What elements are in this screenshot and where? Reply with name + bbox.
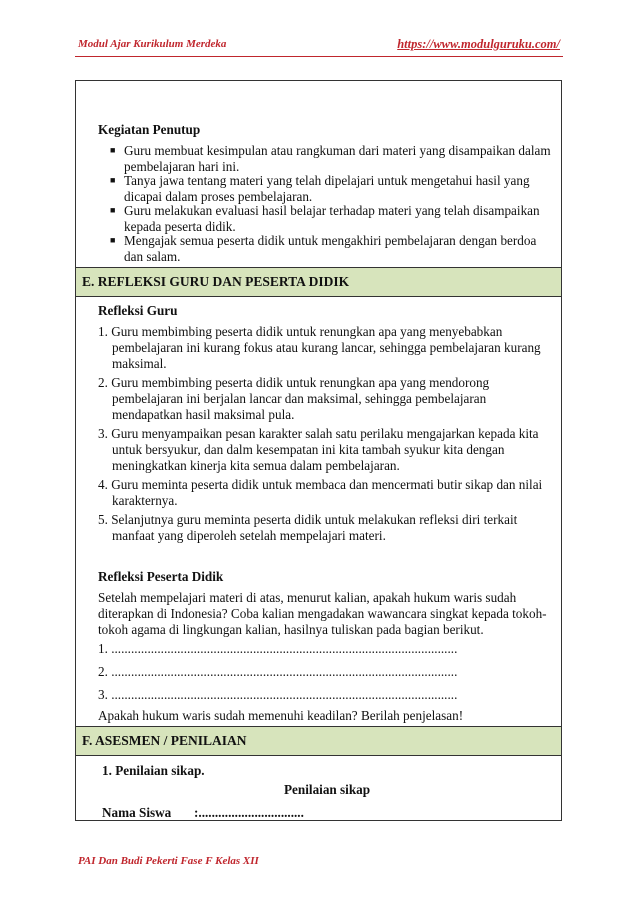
answer-blank-line: 1. ......................................................................................................... — [98, 641, 458, 656]
refleksi-guru-item-cont: untuk bersyukur, dan dalm kesempatan ini kita tambah syukur kita dengan — [112, 442, 505, 457]
refleksi-guru-item: 5. Selanjutnya guru meminta peserta didik untuk melakukan refleksi diri terkait — [98, 512, 518, 527]
refleksi-guru-item-cont: mendapatkan hasil maksimal pula. — [112, 407, 295, 422]
penutup-item-line: Guru melakukan evaluasi hasil belajar terhadap materi yang telah disampaikan — [124, 203, 540, 218]
header-divider — [75, 56, 563, 57]
penutup-item-line: dicapai dalam proses pembelajaran. — [124, 189, 313, 204]
answer-blank-line: 2. ......................................................................................................... — [98, 664, 458, 679]
content-box — [75, 80, 562, 821]
penutup-item-line: Guru membuat kesimpulan atau rangkuman dari materi yang disampaikan dalam — [124, 143, 551, 158]
refleksi-guru-item-cont: meningkatkan kinerja kita semua dalam pembelajaran. — [112, 458, 400, 473]
penutup-item-line: kepada peserta didik. — [124, 219, 236, 234]
header-website-link[interactable]: https://www.modulguruku.com/ — [397, 37, 560, 51]
refleksi-guru-item: 3. Guru menyampaikan pesan karakter salah satu perilaku mengajarkan kepada kita — [98, 426, 539, 441]
refleksi-siswa-paragraph: Setelah mempelajari materi di atas, menurut kalian, apakah hukum waris sudah — [98, 590, 517, 605]
refleksi-guru-item: 1. Guru membimbing peserta didik untuk renungkan apa yang menyebabkan — [98, 324, 503, 339]
penutup-item-line: dan salam. — [124, 249, 181, 264]
section-e-header: E. REFLEKSI GURU DAN PESERTA DIDIK — [76, 267, 561, 297]
header-module-title: Modul Ajar Kurikulum Merdeka — [78, 38, 227, 50]
refleksi-guru-item-cont: pembelajaran ini kurang fokus atau kurang lancar, sehingga pembelajaran kurang — [112, 340, 541, 355]
nama-siswa-label: Nama Siswa — [102, 805, 172, 820]
refleksi-guru-title: Refleksi Guru — [98, 303, 178, 318]
square-bullet-icon: ■ — [110, 235, 116, 245]
refleksi-guru-item-cont: maksimal. — [112, 356, 167, 371]
penutup-item-line: pembelajaran hari ini. — [124, 159, 240, 174]
refleksi-question: Apakah hukum waris sudah memenuhi keadilan? Berilah penjelasan! — [98, 708, 464, 723]
square-bullet-icon: ■ — [110, 205, 116, 215]
footer-course-title: PAI Dan Budi Pekerti Fase F Kelas XII — [78, 855, 259, 867]
answer-blank-line: 3. ......................................................................................................... — [98, 687, 458, 702]
refleksi-siswa-paragraph: diterapkan di Indonesia? Coba kalian mengadakan wawancara singkat kepada tokoh- — [98, 606, 547, 621]
refleksi-siswa-title: Refleksi Peserta Didik — [98, 569, 224, 584]
refleksi-guru-item-cont: pembelajaran ini berjalan lancar dan maksimal, sehingga pembelajaran — [112, 391, 487, 406]
square-bullet-icon: ■ — [110, 175, 116, 185]
penilaian-sikap-heading: Penilaian sikap — [284, 782, 371, 797]
refleksi-guru-item: 2. Guru membimbing peserta didik untuk renungkan apa yang mendorong — [98, 375, 490, 390]
penutup-item-line: Mengajak semua peserta didik untuk mengakhiri pembelajaran dengan berdoa — [124, 233, 537, 248]
penutup-title: Kegiatan Penutup — [98, 122, 201, 137]
refleksi-guru-item: 4. Guru meminta peserta didik untuk membaca dan mencermati butir sikap dan nilai — [98, 477, 543, 492]
penilaian-sikap-item: 1. Penilaian sikap. — [102, 763, 205, 778]
penutup-item-line: Tanya jawa tentang materi yang telah dipelajari untuk mengetahui hasil yang — [124, 173, 530, 188]
square-bullet-icon: ■ — [110, 145, 116, 155]
section-f-header: F. ASESMEN / PENILAIAN — [76, 726, 561, 756]
refleksi-siswa-paragraph: tokoh agama di lingkungan kalian, hasilnya tuliskan pada bagian berikut. — [98, 622, 484, 637]
refleksi-guru-item-cont: manfaat yang diperoleh setelah mempelajari materi. — [112, 528, 386, 543]
refleksi-guru-item-cont: karakternya. — [112, 493, 178, 508]
nama-siswa-field: :................................ — [194, 805, 304, 820]
